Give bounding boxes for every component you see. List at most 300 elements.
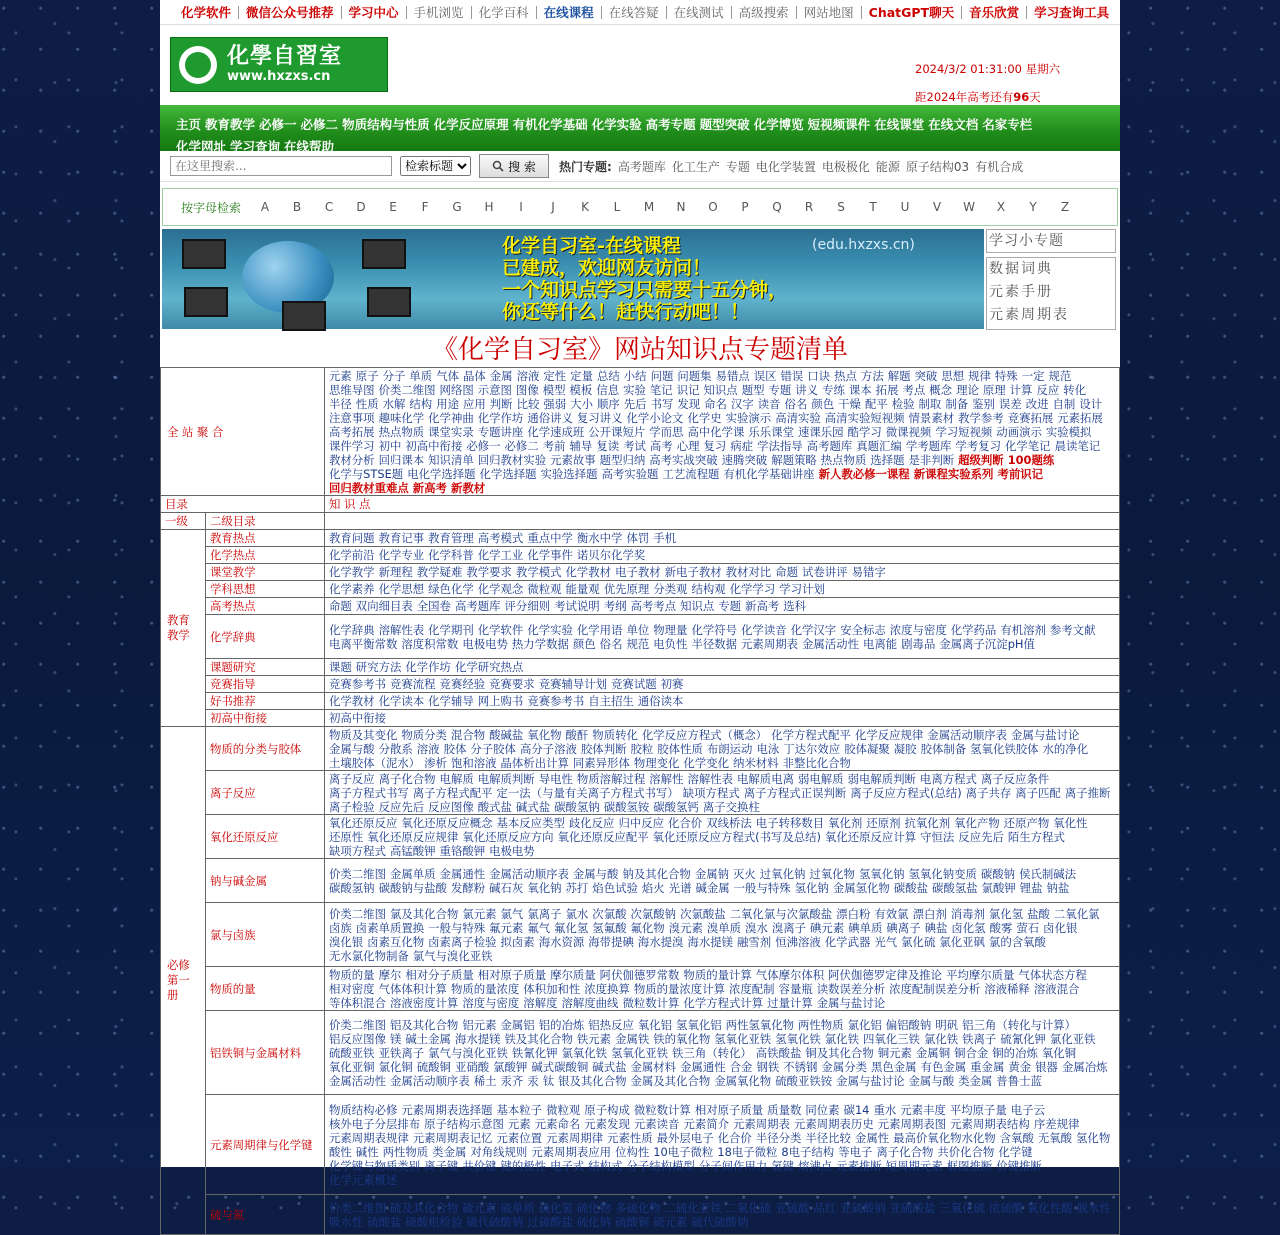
- topic-link[interactable]: 碱金属: [695, 880, 730, 895]
- topic-link[interactable]: 讲义: [795, 382, 819, 397]
- topic-link[interactable]: 碱性: [355, 1144, 379, 1159]
- topic-link[interactable]: 一般与特殊: [733, 880, 791, 895]
- top-nav-link[interactable]: 高级搜索: [732, 6, 797, 19]
- topic-link[interactable]: 氢键: [771, 1158, 794, 1173]
- topic-link[interactable]: 化学软件: [477, 622, 524, 637]
- topic-link[interactable]: 复习: [703, 438, 727, 453]
- topic-link[interactable]: 三氧化硫: [939, 1200, 985, 1215]
- topic-link[interactable]: 能量观: [565, 582, 600, 596]
- study-topic-link[interactable]: 学习小专题: [986, 229, 1116, 253]
- topic-link[interactable]: 质量数: [767, 1102, 802, 1117]
- hot-topic-link[interactable]: 电极极化: [821, 159, 870, 174]
- topic-link[interactable]: 亚硝酸: [454, 1059, 490, 1074]
- topic-link[interactable]: 解题: [887, 368, 911, 383]
- topic-link[interactable]: 课题: [329, 660, 352, 674]
- topic-link[interactable]: 专练: [822, 382, 845, 397]
- alphabet-letter[interactable]: L: [613, 200, 621, 214]
- topic-link[interactable]: 溶度与密度: [462, 995, 520, 1010]
- topic-link[interactable]: 汞齐: [500, 1073, 524, 1088]
- topic-link[interactable]: 高考拓展: [329, 424, 375, 439]
- topic-link[interactable]: 金属与盐讨论: [1011, 727, 1080, 742]
- topic-link[interactable]: 高考模式: [477, 531, 524, 545]
- topic-link[interactable]: 课件学习: [329, 438, 375, 453]
- topic-link[interactable]: 单位: [626, 622, 650, 637]
- topic-link[interactable]: 金属铁: [615, 1031, 650, 1046]
- main-menu-item[interactable]: 题型突破: [699, 117, 750, 132]
- topic-link[interactable]: 胶体制备: [920, 741, 967, 756]
- topic-link[interactable]: 焰色试验: [592, 880, 638, 895]
- topic-link[interactable]: 命题: [329, 599, 352, 613]
- alphabet-letter[interactable]: S: [837, 200, 845, 214]
- topic-link[interactable]: 溴离子: [771, 920, 807, 935]
- topic-link[interactable]: 易错点: [715, 368, 750, 383]
- topic-link[interactable]: 电离能: [862, 636, 898, 651]
- topic-link[interactable]: 定量: [570, 368, 593, 383]
- topic-link[interactable]: 四氧化三铁: [862, 1031, 920, 1046]
- topic-link[interactable]: 剧毒品: [901, 636, 936, 651]
- topic-link[interactable]: 分子胶体: [470, 741, 516, 756]
- topic-link[interactable]: 原子结构示意图: [424, 1116, 504, 1131]
- topic-link[interactable]: 氯气与溴化亚铁: [428, 1045, 508, 1060]
- subcategory-name[interactable]: 初高中衔接: [206, 710, 325, 727]
- topic-link[interactable]: 硫氰化钾: [1000, 1031, 1046, 1046]
- topic-link[interactable]: 突破: [914, 368, 938, 383]
- topic-link[interactable]: 亚硫酸盐: [889, 1200, 936, 1215]
- topic-link[interactable]: 优先原理: [603, 582, 650, 596]
- topic-link[interactable]: 课堂实录: [428, 424, 474, 439]
- topic-link[interactable]: 渗析: [424, 755, 447, 770]
- highlight-link[interactable]: 新教材: [450, 480, 486, 495]
- topic-link[interactable]: 价键推断: [996, 1158, 1042, 1173]
- topic-link[interactable]: 化学小论文: [626, 410, 684, 425]
- search-input[interactable]: [170, 156, 392, 176]
- main-menu-item[interactable]: 主页: [176, 117, 202, 132]
- top-nav-link[interactable]: 音乐欣赏: [962, 6, 1027, 19]
- topic-link[interactable]: 合金: [729, 1059, 753, 1074]
- topic-link[interactable]: 平均摩尔质量: [946, 967, 1015, 982]
- topic-link[interactable]: 饱和溶液: [450, 755, 497, 770]
- main-menu-item[interactable]: 物质结构与性质: [342, 117, 430, 132]
- topic-link[interactable]: 考点: [902, 382, 926, 397]
- topic-link[interactable]: 题型: [741, 382, 765, 397]
- topic-link[interactable]: 知识清单: [428, 452, 474, 467]
- topic-link[interactable]: 多硫化物: [615, 1200, 661, 1215]
- topic-link[interactable]: 缺项方程式: [329, 843, 386, 858]
- alphabet-letter[interactable]: W: [963, 200, 975, 214]
- topic-link[interactable]: 新高考: [745, 599, 780, 613]
- topic-link[interactable]: 共价键: [462, 1158, 497, 1173]
- topic-link[interactable]: 氯水: [565, 906, 589, 921]
- topic-link[interactable]: 物质的量计算: [683, 967, 752, 982]
- topic-link[interactable]: 溶液稀释: [984, 981, 1030, 996]
- topic-link[interactable]: 溴化银: [329, 934, 364, 949]
- topic-link[interactable]: 网络图: [439, 382, 474, 397]
- topic-link[interactable]: 氢氧化铝: [676, 1017, 722, 1032]
- topic-link[interactable]: 电极电势: [462, 636, 508, 651]
- topic-link[interactable]: 金属与酸: [329, 741, 375, 756]
- topic-link[interactable]: 漂白剂: [912, 906, 947, 921]
- topic-link[interactable]: 高考考点: [630, 599, 677, 613]
- topic-link[interactable]: 重水: [873, 1102, 897, 1117]
- top-nav-link[interactable]: 在线测试: [667, 6, 732, 19]
- topic-link[interactable]: 离子反应方程式(总结): [850, 785, 962, 800]
- topic-link[interactable]: 氯化氢: [988, 906, 1024, 921]
- topic-link[interactable]: 不锈钢: [783, 1059, 818, 1074]
- topic-link[interactable]: 两性氢氧化物: [725, 1017, 794, 1032]
- topic-link[interactable]: 漂白粉: [836, 906, 871, 921]
- topic-link[interactable]: 氯的含氧酸: [988, 934, 1046, 949]
- topic-link[interactable]: 硫酸铜: [416, 1059, 451, 1074]
- hot-topic-link[interactable]: 电化学装置: [755, 159, 816, 174]
- topic-link[interactable]: 氧化产物: [954, 815, 1000, 830]
- topic-link[interactable]: 金属及其化合物: [630, 1073, 711, 1088]
- highlight-link[interactable]: 100题练: [1007, 452, 1055, 467]
- topic-link[interactable]: 非整比化合物: [782, 755, 851, 770]
- main-menu-item[interactable]: 必修一: [259, 117, 297, 132]
- top-nav-link[interactable]: 微信公众号推荐: [239, 6, 342, 19]
- topic-link[interactable]: 电子式: [550, 1158, 585, 1173]
- topic-link[interactable]: 18电子微粒: [717, 1144, 778, 1159]
- topic-link[interactable]: 化学反应方程式（概念）: [641, 727, 768, 742]
- topic-link[interactable]: 碳14: [843, 1102, 870, 1117]
- topic-link[interactable]: 吸水性: [329, 1214, 364, 1229]
- topic-link[interactable]: 教育管理: [428, 531, 474, 545]
- topic-link[interactable]: 氯元素: [462, 906, 497, 921]
- alphabet-letter[interactable]: Y: [1029, 200, 1037, 214]
- alphabet-letter[interactable]: Z: [1060, 200, 1070, 214]
- topic-link[interactable]: 电化学选择题: [407, 466, 476, 481]
- topic-link[interactable]: 热力学数据: [511, 636, 569, 651]
- topic-link[interactable]: 信息: [596, 382, 620, 397]
- top-nav-link[interactable]: 学习查询工具: [1034, 4, 1110, 20]
- topic-link[interactable]: 金属活动性: [329, 1073, 386, 1088]
- topic-link[interactable]: 二氧化硫: [725, 1200, 772, 1215]
- topic-link[interactable]: 二氧化氯与次氯酸盐: [729, 906, 833, 921]
- topic-link[interactable]: 硫化氢: [538, 1200, 573, 1215]
- topic-link[interactable]: 气体摩尔体积: [755, 967, 825, 982]
- topic-link[interactable]: 高分子溶液: [519, 741, 577, 756]
- topic-link[interactable]: 金属通性: [680, 1059, 726, 1074]
- highlight-link[interactable]: 回归教材重难点: [329, 480, 409, 495]
- topic-link[interactable]: 同位素: [805, 1102, 840, 1117]
- topic-link[interactable]: 心理: [676, 438, 700, 453]
- subcategory-name[interactable]: 好书推荐: [206, 693, 325, 710]
- topic-link[interactable]: 读音: [757, 396, 781, 411]
- topic-link[interactable]: 自主招生: [588, 694, 634, 708]
- topic-link[interactable]: 键的极性: [500, 1158, 547, 1173]
- topic-link[interactable]: 元素周期表图: [877, 1116, 947, 1131]
- topic-link[interactable]: 碳酸氢钠: [554, 799, 600, 814]
- topic-link[interactable]: 氯化铜: [378, 1059, 413, 1074]
- topic-link[interactable]: 氯氧化铁: [561, 1045, 608, 1060]
- topic-link[interactable]: 硫化钠: [576, 1214, 612, 1229]
- topic-link[interactable]: 真题汇编: [856, 438, 902, 453]
- topic-link[interactable]: 速腾突破: [721, 452, 768, 467]
- topic-link[interactable]: 参考文献: [1049, 622, 1096, 637]
- topic-link[interactable]: 还原剂: [866, 815, 901, 830]
- topic-link[interactable]: 硫元素: [653, 1214, 688, 1229]
- alphabet-letter[interactable]: G: [452, 200, 462, 214]
- topic-link[interactable]: 价类二维图: [378, 382, 436, 397]
- topic-link[interactable]: 高中化学课: [687, 424, 745, 439]
- main-menu-item[interactable]: 化学实验: [591, 117, 642, 132]
- topic-link[interactable]: 金属氢化物: [832, 880, 890, 895]
- topic-link[interactable]: 元素周期表结构: [950, 1116, 1030, 1131]
- topic-link[interactable]: 元素周期表规律: [329, 1130, 409, 1145]
- topic-link[interactable]: 类金属: [432, 1144, 467, 1159]
- topic-link[interactable]: 用途: [436, 396, 459, 411]
- topic-link[interactable]: 学考题库: [905, 438, 952, 453]
- topic-link[interactable]: 有机溶剂: [1000, 622, 1046, 637]
- topic-link[interactable]: 化学符号: [691, 622, 738, 637]
- main-menu-item[interactable]: 学习查询: [230, 139, 281, 154]
- topic-link[interactable]: 短周期元素: [885, 1158, 943, 1173]
- topic-link[interactable]: 半径分类: [755, 1130, 802, 1145]
- topic-link[interactable]: 高清实验短视频: [824, 410, 905, 425]
- topic-link[interactable]: 亚铁离子: [378, 1045, 425, 1060]
- topic-link[interactable]: 化学键: [998, 1144, 1033, 1159]
- side-link[interactable]: 数据词典: [989, 261, 1053, 277]
- topic-link[interactable]: 浓硫酸: [988, 1200, 1024, 1215]
- topic-link[interactable]: 还原产物: [1003, 815, 1050, 830]
- topic-link[interactable]: 氢氧化亚铁: [714, 1031, 772, 1046]
- topic-link[interactable]: 必修一: [466, 438, 501, 453]
- subcategory-name[interactable]: 学科思想: [206, 581, 325, 598]
- topic-link[interactable]: 物质分类: [401, 727, 447, 742]
- topic-link[interactable]: 氢氧化钠: [858, 866, 905, 881]
- topic-link[interactable]: 乐乐课堂: [748, 424, 794, 439]
- topic-link[interactable]: 设计: [1079, 396, 1103, 411]
- topic-link[interactable]: 氢氧化亚铁: [611, 1045, 669, 1060]
- topic-link[interactable]: 碳酸钠: [980, 866, 1016, 881]
- topic-link[interactable]: 方法: [860, 368, 884, 383]
- topic-link[interactable]: 无氧酸: [1037, 1130, 1073, 1145]
- topic-link[interactable]: 摩尔质量: [550, 967, 596, 982]
- topic-link[interactable]: 自制: [1052, 396, 1076, 411]
- topic-link[interactable]: 示意图: [477, 382, 512, 397]
- topic-link[interactable]: 重铬酸钾: [439, 843, 486, 858]
- topic-link[interactable]: 氧化性酸: [1027, 1200, 1073, 1215]
- topic-link[interactable]: 干燥: [838, 396, 861, 411]
- topic-link[interactable]: 基本粒子: [496, 1102, 543, 1117]
- topic-link[interactable]: 溴元素: [668, 920, 703, 935]
- topic-link[interactable]: 氧化铝: [637, 1017, 673, 1032]
- topic-link[interactable]: 二氧化氯: [1053, 906, 1100, 921]
- topic-link[interactable]: 溶解度: [523, 995, 558, 1010]
- topic-link[interactable]: 反应先后: [378, 799, 425, 814]
- highlight-link[interactable]: 考前识记: [997, 466, 1044, 481]
- topic-link[interactable]: 氯化硫: [901, 934, 936, 949]
- topic-link[interactable]: 必修二: [504, 438, 539, 453]
- topic-link[interactable]: 元素周期律: [546, 1130, 604, 1145]
- topic-link[interactable]: 教育记事: [378, 531, 425, 545]
- topic-link[interactable]: 性质: [355, 396, 379, 411]
- topic-link[interactable]: 焰火: [641, 880, 665, 895]
- topic-link[interactable]: 氧化还原反应方向: [462, 829, 554, 844]
- topic-link[interactable]: 无水氯化物制备: [329, 948, 409, 963]
- topic-link[interactable]: 水解: [382, 396, 406, 411]
- topic-link[interactable]: 热点物质: [378, 424, 425, 439]
- topic-link[interactable]: 10电子微粒: [653, 1144, 714, 1159]
- topic-link[interactable]: 恒沸溶液: [775, 934, 821, 949]
- topic-link[interactable]: 过硫酸盐: [527, 1214, 573, 1229]
- topic-link[interactable]: 氟化氢: [554, 920, 589, 935]
- topic-link[interactable]: 汉字: [730, 396, 754, 411]
- topic-link[interactable]: 化学观念: [477, 582, 524, 596]
- topic-link[interactable]: 次氯酸: [592, 906, 627, 921]
- topic-link[interactable]: 俗名: [599, 636, 623, 651]
- topic-link[interactable]: 高清实验: [775, 410, 821, 425]
- topic-link[interactable]: 氯化铁: [923, 1031, 959, 1046]
- topic-link[interactable]: 等电子: [838, 1144, 873, 1159]
- topic-link[interactable]: 化学期刊: [428, 622, 474, 637]
- topic-link[interactable]: 溴单质: [706, 920, 742, 935]
- topic-link[interactable]: 氧化还原反应概念: [401, 815, 493, 830]
- topic-link[interactable]: 氟气: [527, 920, 551, 935]
- topic-link[interactable]: 学习计划: [779, 582, 825, 596]
- topic-link[interactable]: 单质: [409, 368, 433, 383]
- topic-link[interactable]: 一定: [1021, 368, 1045, 383]
- topic-link[interactable]: 氧化还原反应规律: [367, 829, 459, 844]
- topic-link[interactable]: 碘元素: [810, 920, 845, 935]
- topic-link[interactable]: 考纲: [603, 599, 627, 613]
- topic-link[interactable]: 胶体判断: [580, 741, 627, 756]
- topic-link[interactable]: 灭火: [733, 866, 756, 881]
- topic-link[interactable]: 酸雾: [989, 920, 1013, 935]
- topic-link[interactable]: 化学史: [687, 410, 722, 425]
- topic-link[interactable]: 微课视频: [885, 424, 932, 439]
- topic-link[interactable]: 电负性: [653, 636, 688, 651]
- topic-link[interactable]: 元素读音: [633, 1116, 680, 1131]
- topic-link[interactable]: 钛: [542, 1073, 555, 1088]
- topic-link[interactable]: 土壤胶体（泥水）: [329, 755, 421, 770]
- topic-link[interactable]: 碘离子: [886, 920, 921, 935]
- topic-link[interactable]: 原子构成: [584, 1102, 630, 1117]
- top-nav-link[interactable]: 手机浏览: [407, 6, 472, 19]
- topic-link[interactable]: 半径数据: [691, 636, 738, 651]
- topic-link[interactable]: 晶体析出计算: [500, 755, 569, 770]
- alphabet-letter[interactable]: A: [260, 200, 270, 214]
- topic-link[interactable]: 脱水性: [1076, 1200, 1111, 1215]
- topic-link[interactable]: 序差规律: [1033, 1116, 1080, 1131]
- topic-link[interactable]: 浓度换算: [584, 981, 630, 996]
- topic-link[interactable]: 8电子结构: [781, 1144, 835, 1159]
- topic-link[interactable]: 考试: [623, 438, 646, 453]
- topic-link[interactable]: 特殊: [994, 368, 1018, 383]
- hot-topic-link[interactable]: 原子结构03: [905, 159, 970, 174]
- topic-link[interactable]: 双向细目表: [355, 599, 413, 613]
- topic-link[interactable]: 相对分子质量: [405, 967, 474, 982]
- alphabet-letter[interactable]: M: [643, 200, 655, 214]
- topic-link[interactable]: 硫化物: [576, 1200, 612, 1215]
- topic-link[interactable]: 溶解度曲线: [561, 995, 619, 1010]
- topic-link[interactable]: 元素简介: [683, 1116, 729, 1131]
- alphabet-letter[interactable]: R: [804, 200, 814, 214]
- topic-link[interactable]: 过量计算: [767, 995, 813, 1010]
- topic-link[interactable]: 价类二维图: [329, 1017, 386, 1032]
- topic-link[interactable]: 误区: [753, 368, 777, 383]
- topic-link[interactable]: 改进: [1025, 396, 1049, 411]
- topic-link[interactable]: 金属活动性: [802, 636, 859, 651]
- topic-link[interactable]: 学习短视频: [935, 424, 993, 439]
- main-menu-item[interactable]: 短视频课件: [807, 117, 871, 132]
- topic-link[interactable]: 银器: [1035, 1059, 1058, 1074]
- alphabet-letter[interactable]: D: [356, 200, 366, 214]
- topic-link[interactable]: 碳酸盐: [893, 880, 928, 895]
- topic-link[interactable]: 纳米材料: [733, 755, 779, 770]
- topic-link[interactable]: 高考实验题: [601, 466, 659, 481]
- topic-link[interactable]: 微粒观: [546, 1102, 581, 1117]
- topic-link[interactable]: 化学变化: [683, 755, 729, 770]
- topic-link[interactable]: 化学教学: [329, 565, 375, 579]
- topic-link[interactable]: 电子教材: [615, 565, 661, 579]
- topic-link[interactable]: 化学读音: [741, 622, 787, 637]
- topic-link[interactable]: 离子交换柱: [702, 799, 760, 814]
- topic-link[interactable]: 氯化亚砜: [939, 934, 985, 949]
- highlight-link[interactable]: 新课程实验系列: [913, 466, 994, 481]
- hot-topic-link[interactable]: 化工生产: [671, 159, 720, 174]
- topic-link[interactable]: 碘盐: [924, 920, 948, 935]
- topic-link[interactable]: 卤素互化物: [367, 934, 425, 949]
- topic-link[interactable]: 离子反应条件: [980, 771, 1050, 786]
- alphabet-letter[interactable]: O: [708, 200, 718, 214]
- topic-link[interactable]: 实验演示: [725, 410, 772, 425]
- subcategory-name[interactable]: 教育热点: [206, 530, 325, 547]
- topic-link[interactable]: 选择题: [870, 452, 905, 467]
- topic-link[interactable]: 有机化学基础讲座: [723, 466, 815, 481]
- subcategory-name[interactable]: 硫与氮: [206, 1195, 325, 1235]
- topic-link[interactable]: 复读: [596, 438, 620, 453]
- site-logo[interactable]: [170, 37, 388, 92]
- topic-link[interactable]: 顺序: [596, 396, 620, 411]
- topic-link[interactable]: 铝反应图像: [329, 1031, 386, 1046]
- topic-link[interactable]: 问题: [650, 368, 674, 383]
- topic-link[interactable]: 化学事件: [527, 548, 573, 562]
- topic-link[interactable]: 重点中学: [527, 531, 573, 545]
- topic-link[interactable]: 碱石灰: [489, 880, 524, 895]
- topic-link[interactable]: 竞赛经验: [439, 677, 486, 691]
- main-menu-item[interactable]: 必修二: [300, 117, 339, 132]
- topic-link[interactable]: 模型: [542, 382, 566, 397]
- topic-link[interactable]: 氧化还原反应计算: [824, 829, 917, 844]
- topic-link[interactable]: 物质及其变化: [329, 727, 398, 742]
- subcategory-name[interactable]: 铝铁铜与金属材料: [206, 1011, 325, 1095]
- topic-link[interactable]: 物理变化: [633, 755, 680, 770]
- topic-link[interactable]: 原理: [982, 382, 1006, 397]
- topic-link[interactable]: 相对密度: [329, 981, 375, 996]
- topic-link[interactable]: 晶体: [462, 368, 486, 383]
- subcategory-name[interactable]: 氧化还原反应: [206, 815, 325, 859]
- topic-link[interactable]: 氧化钠: [527, 880, 562, 895]
- topic-link[interactable]: 氯气: [500, 906, 524, 921]
- alphabet-letter[interactable]: N: [676, 200, 686, 214]
- highlight-link[interactable]: 新人教必修一课程: [818, 466, 910, 481]
- topic-link[interactable]: 强弱: [543, 396, 567, 411]
- topic-link[interactable]: 拓展: [875, 382, 899, 397]
- main-menu-item[interactable]: 化学博览: [753, 117, 804, 132]
- topic-link[interactable]: 品红: [813, 1200, 837, 1215]
- topic-link[interactable]: 溶解性表: [687, 771, 734, 786]
- topic-link[interactable]: 胶体: [443, 741, 467, 756]
- topic-link[interactable]: 相对原子质量: [694, 1102, 764, 1117]
- topic-link[interactable]: 碱式盐: [515, 799, 551, 814]
- topic-link[interactable]: 口诀: [807, 368, 831, 383]
- topic-link[interactable]: 金属与盐讨论: [816, 995, 886, 1010]
- topic-link[interactable]: 化学药品: [950, 622, 997, 637]
- topic-link[interactable]: 回归课本: [378, 452, 425, 467]
- topic-link[interactable]: 元素: [329, 368, 352, 383]
- topic-link[interactable]: 铁三角（转化）: [672, 1045, 752, 1060]
